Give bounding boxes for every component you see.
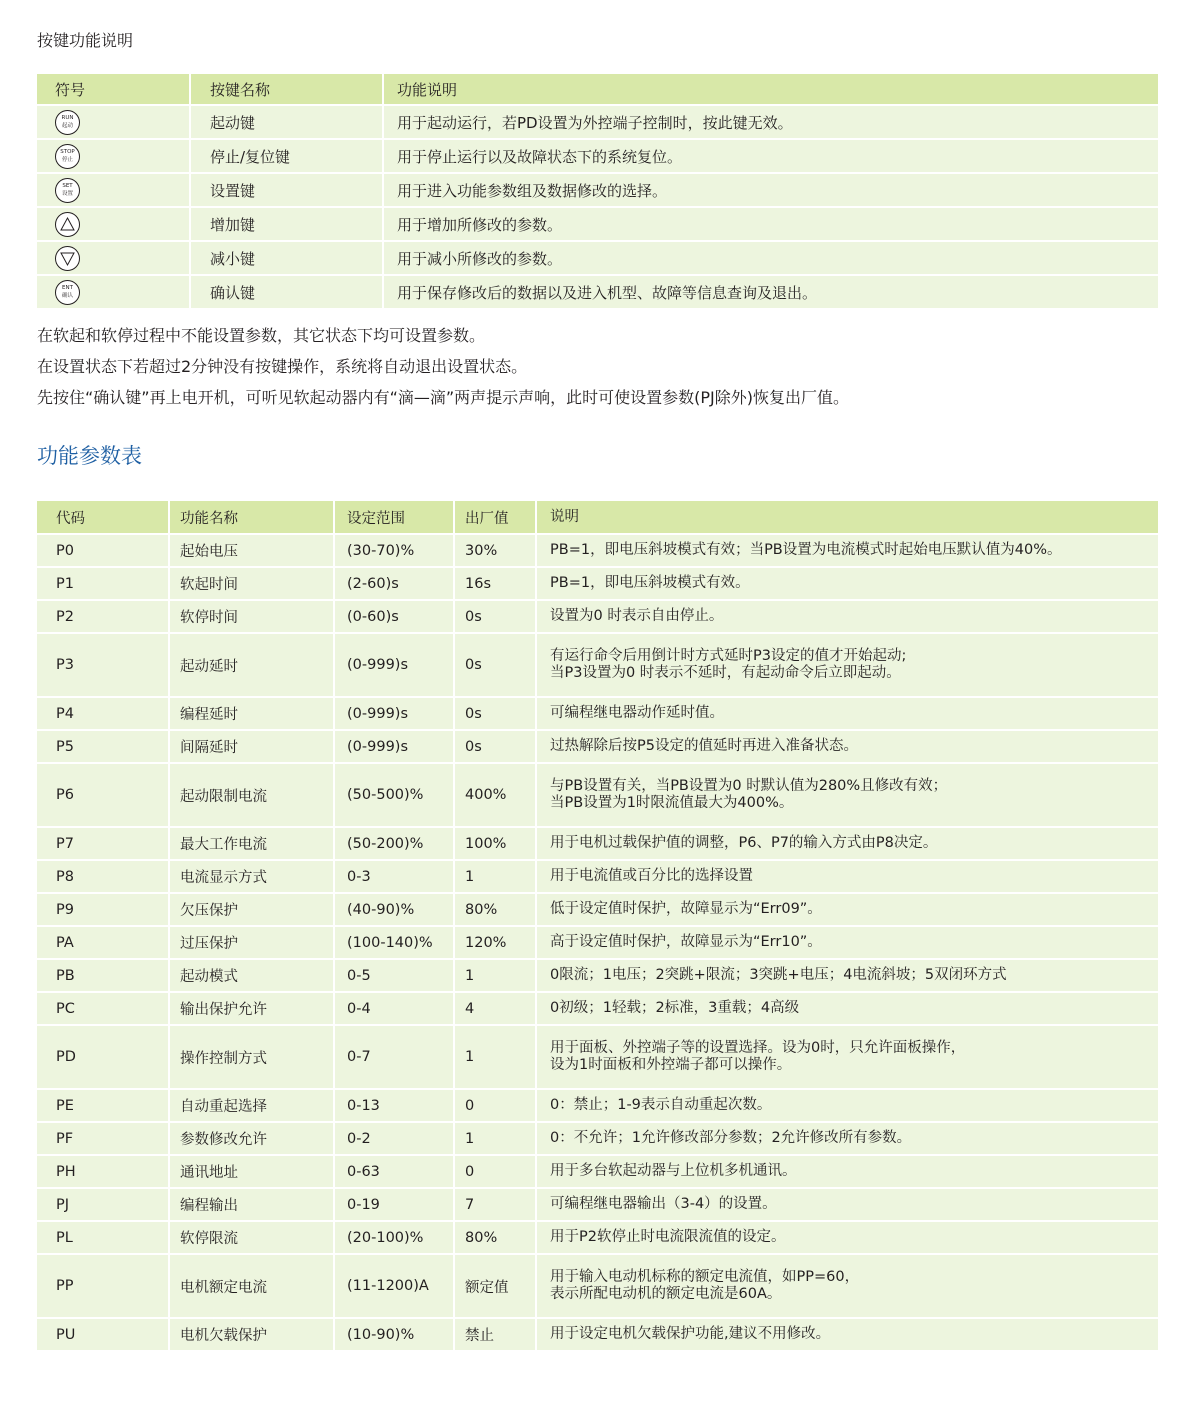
- param-name-cell: 输出保护允许: [169, 992, 334, 1025]
- param-description-line: 用于设定电机欠载保护功能,建议不用修改。: [550, 1326, 831, 1342]
- param-range-cell: 0-7: [334, 1025, 454, 1089]
- param-code-cell: PJ: [37, 1188, 169, 1221]
- param-row: [37, 567, 1158, 600]
- param-description-line: 当P3设置为0 时表示不延时，有起动命令后立即起动。: [550, 665, 901, 681]
- param-name-cell: 软停时间: [169, 600, 334, 633]
- param-description-cell: [536, 860, 1158, 893]
- param-default-cell: 0s: [454, 730, 536, 763]
- key-icon-label: SET: [62, 182, 73, 189]
- param-code-cell: P5: [37, 730, 169, 763]
- param-code-cell: P9: [37, 893, 169, 926]
- param-description-cell: [536, 600, 1158, 633]
- header-key-name: 按键名称: [190, 74, 383, 105]
- param-row: [37, 860, 1158, 893]
- header-description: 说明: [536, 501, 1158, 534]
- param-name-cell: 起动模式: [169, 959, 334, 992]
- key-description-cell: 用于起动运行，若PD设置为外控端子控制时，按此键无效。: [383, 105, 1158, 139]
- param-range-cell: 0-13: [334, 1089, 454, 1122]
- down-triangle-icon: [55, 246, 80, 271]
- param-description-line: 用于电流值或百分比的选择设置: [550, 868, 753, 884]
- param-name-cell: 编程延时: [169, 697, 334, 730]
- key-icon-label: RUN: [61, 114, 74, 121]
- param-code-cell: P1: [37, 567, 169, 600]
- param-name-cell: 起动延时: [169, 633, 334, 697]
- param-description-cell: [536, 1025, 1158, 1089]
- param-description-line: 与PB设置有关，当PB设置为0 时默认值为280%且修改有效；: [550, 778, 948, 794]
- param-code-cell: PP: [37, 1254, 169, 1318]
- param-description-cell: [536, 1318, 1158, 1351]
- param-description-cell: [536, 763, 1158, 827]
- param-description-cell: [536, 697, 1158, 730]
- header-function: 功能说明: [383, 74, 1158, 105]
- param-description-cell: [536, 534, 1158, 567]
- param-range-cell: (2-60)s: [334, 567, 454, 600]
- param-code-cell: PH: [37, 1155, 169, 1188]
- param-row: [37, 1318, 1158, 1351]
- param-row: [37, 1025, 1158, 1089]
- param-range-cell: 0-4: [334, 992, 454, 1025]
- key-name-cell: 设置键: [190, 173, 383, 207]
- header-range: 设定范围: [334, 501, 454, 534]
- param-description-cell: [536, 730, 1158, 763]
- header-symbol: 符号: [37, 74, 190, 105]
- param-description-cell: [536, 567, 1158, 600]
- param-code-cell: PA: [37, 926, 169, 959]
- param-description-line: 设置为0 时表示自由停止。: [550, 608, 724, 624]
- param-code-cell: P3: [37, 633, 169, 697]
- param-default-cell: 1: [454, 959, 536, 992]
- ent-key-icon: [55, 280, 80, 305]
- param-description-line: 当PB设置为1时限流值最大为400%。: [550, 795, 794, 811]
- param-name-cell: 欠压保护: [169, 893, 334, 926]
- param-range-cell: 0-3: [334, 860, 454, 893]
- key-symbol-cell: [37, 241, 190, 275]
- param-description-line: 用于面板、外控端子等的设置选择。设为0时，只允许面板操作，: [550, 1040, 966, 1056]
- param-description-cell: [536, 827, 1158, 860]
- param-row: [37, 1221, 1158, 1254]
- key-row: [37, 275, 1158, 309]
- key-icon-sublabel: 停止: [61, 156, 73, 163]
- param-code-cell: PL: [37, 1221, 169, 1254]
- param-description-line: 过热解除后按P5设定的值延时再进入准备状态。: [550, 738, 858, 754]
- param-name-cell: 软起时间: [169, 567, 334, 600]
- param-row: [37, 959, 1158, 992]
- param-description-line: 表示所配电动机的额定电流是60A。: [550, 1286, 782, 1302]
- key-description-cell: 用于保存修改后的数据以及进入机型、故障等信息查询及退出。: [383, 275, 1158, 309]
- param-range-cell: (50-200)%: [334, 827, 454, 860]
- param-default-cell: 120%: [454, 926, 536, 959]
- param-row: [37, 893, 1158, 926]
- param-description-cell: [536, 1221, 1158, 1254]
- param-description-line: 0：不允许；1允许修改部分参数；2允许修改所有参数。: [550, 1130, 912, 1146]
- param-name-cell: 电机额定电流: [169, 1254, 334, 1318]
- param-default-cell: 100%: [454, 827, 536, 860]
- key-function-table: [37, 74, 1158, 310]
- key-name-cell: 减小键: [190, 241, 383, 275]
- param-code-cell: PC: [37, 992, 169, 1025]
- param-section-title: 功能参数表: [37, 444, 142, 468]
- param-description-line: 可编程继电器输出（3-4）的设置。: [550, 1196, 777, 1212]
- key-symbol-cell: [37, 207, 190, 241]
- param-name-cell: 起始电压: [169, 534, 334, 567]
- param-default-cell: 0s: [454, 697, 536, 730]
- param-default-cell: 额定值: [454, 1254, 536, 1318]
- param-row: [37, 1122, 1158, 1155]
- param-range-cell: (40-90)%: [334, 893, 454, 926]
- param-range-cell: 0-2: [334, 1122, 454, 1155]
- param-row: [37, 730, 1158, 763]
- param-default-cell: 80%: [454, 893, 536, 926]
- key-description-cell: 用于进入功能参数组及数据修改的选择。: [383, 173, 1158, 207]
- param-code-cell: PB: [37, 959, 169, 992]
- param-description-cell: [536, 893, 1158, 926]
- param-description-line: 用于P2软停止时电流限流值的设定。: [550, 1229, 786, 1245]
- param-default-cell: 0s: [454, 600, 536, 633]
- param-description-line: 高于设定值时保护，故障显示为“Err10”。: [550, 934, 822, 950]
- param-description-cell: [536, 992, 1158, 1025]
- note-line: 在软起和软停过程中不能设置参数，其它状态下均可设置参数。: [37, 326, 486, 345]
- key-row: [37, 105, 1158, 139]
- param-range-cell: (100-140)%: [334, 926, 454, 959]
- key-icon-sublabel: 起动: [61, 122, 73, 129]
- param-description-line: 用于多台软起动器与上位机多机通讯。: [550, 1163, 797, 1179]
- header-function-name: 功能名称: [169, 501, 334, 534]
- param-range-cell: 0-19: [334, 1188, 454, 1221]
- param-row: [37, 534, 1158, 567]
- param-description-cell: [536, 959, 1158, 992]
- stop-key-icon: [55, 144, 80, 169]
- param-name-cell: 通讯地址: [169, 1155, 334, 1188]
- param-name-cell: 软停限流: [169, 1221, 334, 1254]
- param-default-cell: 1: [454, 1122, 536, 1155]
- param-default-cell: 16s: [454, 567, 536, 600]
- param-code-cell: PF: [37, 1122, 169, 1155]
- key-table-header: [37, 74, 1158, 105]
- param-description-line: 设为1时面板和外控端子都可以操作。: [550, 1057, 792, 1073]
- param-description-cell: [536, 633, 1158, 697]
- param-description-cell: [536, 1188, 1158, 1221]
- run-key-icon: [55, 110, 80, 135]
- param-description-line: 0：禁止；1-9表示自动重起次数。: [550, 1097, 772, 1113]
- param-range-cell: (11-1200)A: [334, 1254, 454, 1318]
- param-description-line: PB=1，即电压斜坡模式有效；当PB设置为电流模式时起始电压默认值为40%。: [550, 542, 1062, 558]
- param-name-cell: 过压保护: [169, 926, 334, 959]
- param-table-header: [37, 501, 1158, 534]
- key-description-cell: 用于停止运行以及故障状态下的系统复位。: [383, 139, 1158, 173]
- param-code-cell: P8: [37, 860, 169, 893]
- param-name-cell: 电流显示方式: [169, 860, 334, 893]
- key-row: [37, 241, 1158, 275]
- param-name-cell: 间隔延时: [169, 730, 334, 763]
- key-name-cell: 起动键: [190, 105, 383, 139]
- param-default-cell: 80%: [454, 1221, 536, 1254]
- key-row: [37, 173, 1158, 207]
- key-description-cell: 用于增加所修改的参数。: [383, 207, 1158, 241]
- param-code-cell: P4: [37, 697, 169, 730]
- key-icon-sublabel: 设置: [61, 190, 73, 197]
- param-row: [37, 697, 1158, 730]
- header-code: 代码: [37, 501, 169, 534]
- param-range-cell: (20-100)%: [334, 1221, 454, 1254]
- note-line: 先按住“确认键”再上电开机，可听见软起动器内有“滴—滴”两声提示声响，此时可使设置参数(PJ除外)恢复出厂值。: [37, 388, 850, 407]
- param-description-line: 可编程继电器动作延时值。: [550, 705, 724, 721]
- key-symbol-cell: [37, 275, 190, 309]
- param-code-cell: P2: [37, 600, 169, 633]
- param-default-cell: 4: [454, 992, 536, 1025]
- key-symbol-cell: [37, 105, 190, 139]
- param-description-line: 0限流；1电压；2突跳+限流；3突跳+电压；4电流斜坡；5双闭环方式: [550, 967, 1007, 983]
- param-description-line: 有运行命令后用倒计时方式延时P3设定的值才开始起动;: [550, 648, 907, 664]
- param-description-line: 用于电机过载保护值的调整，P6、P7的输入方式由P8决定。: [550, 835, 938, 851]
- param-code-cell: P7: [37, 827, 169, 860]
- param-range-cell: (10-90)%: [334, 1318, 454, 1351]
- param-description-cell: [536, 1155, 1158, 1188]
- param-default-cell: 1: [454, 1025, 536, 1089]
- param-row: [37, 1089, 1158, 1122]
- param-description-line: 0初级；1轻载；2标准，3重载；4高级: [550, 1000, 800, 1016]
- param-default-cell: 7: [454, 1188, 536, 1221]
- param-range-cell: (50-500)%: [334, 763, 454, 827]
- param-default-cell: 1: [454, 860, 536, 893]
- param-code-cell: P0: [37, 534, 169, 567]
- param-row: [37, 827, 1158, 860]
- notes: [37, 320, 849, 413]
- param-range-cell: (30-70)%: [334, 534, 454, 567]
- param-description-cell: [536, 1122, 1158, 1155]
- set-key-icon: [55, 178, 80, 203]
- param-row: [37, 763, 1158, 827]
- key-description-cell: 用于减小所修改的参数。: [383, 241, 1158, 275]
- param-default-cell: 0: [454, 1155, 536, 1188]
- param-default-cell: 30%: [454, 534, 536, 567]
- param-range-cell: (0-999)s: [334, 730, 454, 763]
- param-default-cell: 0: [454, 1089, 536, 1122]
- note-line: 在设置状态下若超过2分钟没有按键操作，系统将自动退出设置状态。: [37, 357, 528, 376]
- param-range-cell: (0-60)s: [334, 600, 454, 633]
- param-row: [37, 1254, 1158, 1318]
- param-row: [37, 992, 1158, 1025]
- param-range-cell: (0-999)s: [334, 633, 454, 697]
- param-name-cell: 编程输出: [169, 1188, 334, 1221]
- up-triangle-icon: [55, 212, 80, 237]
- param-default-cell: 0s: [454, 633, 536, 697]
- param-name-cell: 操作控制方式: [169, 1025, 334, 1089]
- key-symbol-cell: [37, 139, 190, 173]
- param-range-cell: 0-5: [334, 959, 454, 992]
- param-description-cell: [536, 1254, 1158, 1318]
- param-name-cell: 最大工作电流: [169, 827, 334, 860]
- param-row: [37, 926, 1158, 959]
- param-row: [37, 1155, 1158, 1188]
- param-name-cell: 电机欠载保护: [169, 1318, 334, 1351]
- param-code-cell: PU: [37, 1318, 169, 1351]
- param-range-cell: 0-63: [334, 1155, 454, 1188]
- param-description-cell: [536, 1089, 1158, 1122]
- param-code-cell: PE: [37, 1089, 169, 1122]
- key-icon-label: ENT: [62, 284, 73, 291]
- key-symbol-cell: [37, 173, 190, 207]
- param-description-line: 低于设定值时保护，故障显示为“Err09”。: [550, 901, 822, 917]
- param-description-cell: [536, 926, 1158, 959]
- key-row: [37, 139, 1158, 173]
- param-code-cell: P6: [37, 763, 169, 827]
- param-description-line: 用于输入电动机标称的额定电流值，如PP=60，: [550, 1269, 860, 1285]
- key-section-title: 按键功能说明: [37, 31, 134, 50]
- param-row: [37, 600, 1158, 633]
- param-name-cell: 自动重起选择: [169, 1089, 334, 1122]
- param-range-cell: (0-999)s: [334, 697, 454, 730]
- param-code-cell: PD: [37, 1025, 169, 1089]
- param-row: [37, 1188, 1158, 1221]
- param-row: [37, 633, 1158, 697]
- key-name-cell: 增加键: [190, 207, 383, 241]
- param-default-cell: 400%: [454, 763, 536, 827]
- param-default-cell: 禁止: [454, 1318, 536, 1351]
- key-row: [37, 207, 1158, 241]
- param-description-line: PB=1，即电压斜坡模式有效。: [550, 575, 750, 591]
- param-name-cell: 参数修改允许: [169, 1122, 334, 1155]
- header-default: 出厂值: [454, 501, 536, 534]
- key-icon-sublabel: 确认: [61, 292, 73, 299]
- param-name-cell: 起动限制电流: [169, 763, 334, 827]
- key-name-cell: 确认键: [190, 275, 383, 309]
- function-parameter-table: [37, 501, 1158, 1352]
- key-name-cell: 停止/复位键: [190, 139, 383, 173]
- key-icon-label: STOP: [60, 148, 75, 155]
